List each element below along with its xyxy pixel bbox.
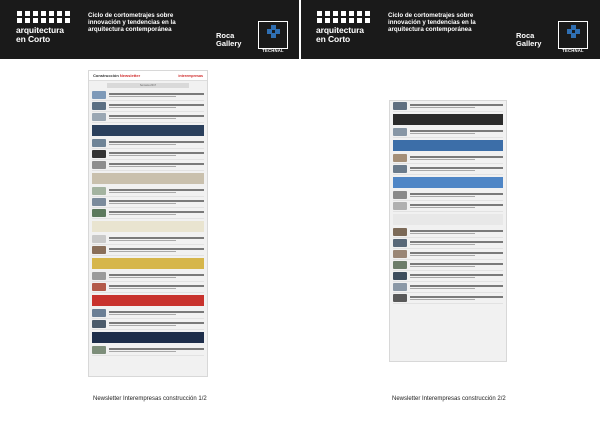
- list-item: [92, 186, 204, 197]
- list-item: [92, 101, 204, 112]
- thumbnail: [393, 165, 407, 173]
- technal-logo-icon: [267, 25, 280, 38]
- list-item: [92, 271, 204, 282]
- list-item: [92, 197, 204, 208]
- thumbnail: [393, 154, 407, 162]
- logo-dots-icon: [17, 11, 70, 23]
- thumbnail: [92, 309, 106, 317]
- thumbnail: [393, 228, 407, 236]
- arquitectura-en-corto-logo: [316, 11, 370, 44]
- gallery-line2: Gallery: [516, 39, 542, 48]
- roca-gallery-label: [216, 32, 241, 48]
- list-item: [92, 308, 204, 319]
- list-item: [92, 138, 204, 149]
- list-item: [393, 249, 503, 260]
- banner-ad: [92, 173, 204, 184]
- banner-ad: [92, 221, 204, 232]
- title-suffix: Newsletter: [119, 73, 141, 78]
- banner-ad: [92, 258, 204, 269]
- thumbnail: [92, 102, 106, 110]
- roca-gallery-label: [516, 32, 541, 48]
- thumbnail: [92, 346, 106, 354]
- gallery-line2: Gallery: [216, 39, 242, 48]
- list-item: [92, 345, 204, 356]
- logo-line2: en Corto: [316, 34, 351, 44]
- thumbnail: [92, 161, 106, 169]
- thumbnail: [393, 239, 407, 247]
- technal-logo-icon: [567, 25, 580, 38]
- banner-ad: [92, 295, 204, 306]
- banner-ad: [393, 177, 503, 188]
- title-prefix: Construcción: [93, 73, 119, 78]
- thumbnail: [393, 191, 407, 199]
- list-item: [393, 293, 503, 304]
- list-item: [393, 190, 503, 201]
- caption-right: Newsletter Interempresas construcción 2/2: [392, 396, 506, 402]
- caption-left: Newsletter Interempresas construcción 1/2: [93, 396, 207, 402]
- arquitectura-en-corto-logo: [16, 11, 70, 44]
- list-item: [393, 127, 503, 138]
- newsletter-header: [89, 71, 207, 81]
- list-item: [92, 208, 204, 219]
- thumbnail: [393, 128, 407, 136]
- list-item: [393, 101, 503, 112]
- thumbnail: [393, 202, 407, 210]
- thumbnail: [92, 198, 106, 206]
- banner-ad: [92, 125, 204, 136]
- list-item: [393, 227, 503, 238]
- newsletter-date-bar: Semana 2017: [107, 83, 189, 88]
- header-description: Ciclo de cortometrajes sobre innovación y tendencias en la arquitectura contemporánea: [388, 12, 476, 33]
- list-item: [393, 164, 503, 175]
- header-left: [0, 0, 300, 59]
- newsletter-page-2: [389, 100, 507, 362]
- thumbnail: [393, 250, 407, 258]
- newsletter-page-1: [88, 70, 208, 377]
- thumbnail: [393, 294, 407, 302]
- thumbnail: [92, 320, 106, 328]
- logo-dots-icon: [317, 11, 370, 23]
- thumbnail: [393, 261, 407, 269]
- thumbnail: [92, 139, 106, 147]
- list-item: [393, 282, 503, 293]
- thumbnail: [92, 187, 106, 195]
- thumbnail: [92, 113, 106, 121]
- list-item: [393, 271, 503, 282]
- list-item: [92, 319, 204, 330]
- thumbnail: [92, 209, 106, 217]
- logo-line1: arquitectura: [16, 25, 64, 35]
- thumbnail: [92, 150, 106, 158]
- thumbnail: [393, 272, 407, 280]
- interempresas-logo: interempresas: [178, 73, 203, 78]
- logo-line1: arquitectura: [316, 25, 364, 35]
- thumbnail: [393, 102, 407, 110]
- header-right: [300, 0, 600, 59]
- gallery-line1: Roca: [216, 31, 235, 40]
- technal-label: TECHNAL: [562, 48, 584, 53]
- banner-ad: [92, 332, 204, 343]
- list-item: [393, 153, 503, 164]
- thumbnail: [92, 91, 106, 99]
- technal-logo: [558, 21, 588, 53]
- list-item: [92, 245, 204, 256]
- technal-logo: [258, 21, 288, 53]
- list-item: [92, 234, 204, 245]
- technal-label: TECHNAL: [262, 48, 284, 53]
- thumbnail: [92, 235, 106, 243]
- thumbnail: [92, 272, 106, 280]
- list-item: [393, 201, 503, 212]
- list-item: [393, 260, 503, 271]
- banner-ad: [393, 214, 503, 225]
- thumbnail: [92, 283, 106, 291]
- list-item: [92, 90, 204, 101]
- logo-line2: en Corto: [16, 34, 51, 44]
- thumbnail: [393, 283, 407, 291]
- header-description: Ciclo de cortometrajes sobre innovación y tendencias en la arquitectura contemporánea: [88, 12, 176, 33]
- thumbnail: [92, 246, 106, 254]
- banner-ad: [393, 140, 503, 151]
- list-item: [92, 282, 204, 293]
- banner-ad: [393, 114, 503, 125]
- list-item: [92, 149, 204, 160]
- list-item: [393, 238, 503, 249]
- header-divider: [299, 0, 301, 59]
- gallery-line1: Roca: [516, 31, 535, 40]
- list-item: [92, 112, 204, 123]
- newsletter-title: [93, 73, 140, 78]
- list-item: [92, 160, 204, 171]
